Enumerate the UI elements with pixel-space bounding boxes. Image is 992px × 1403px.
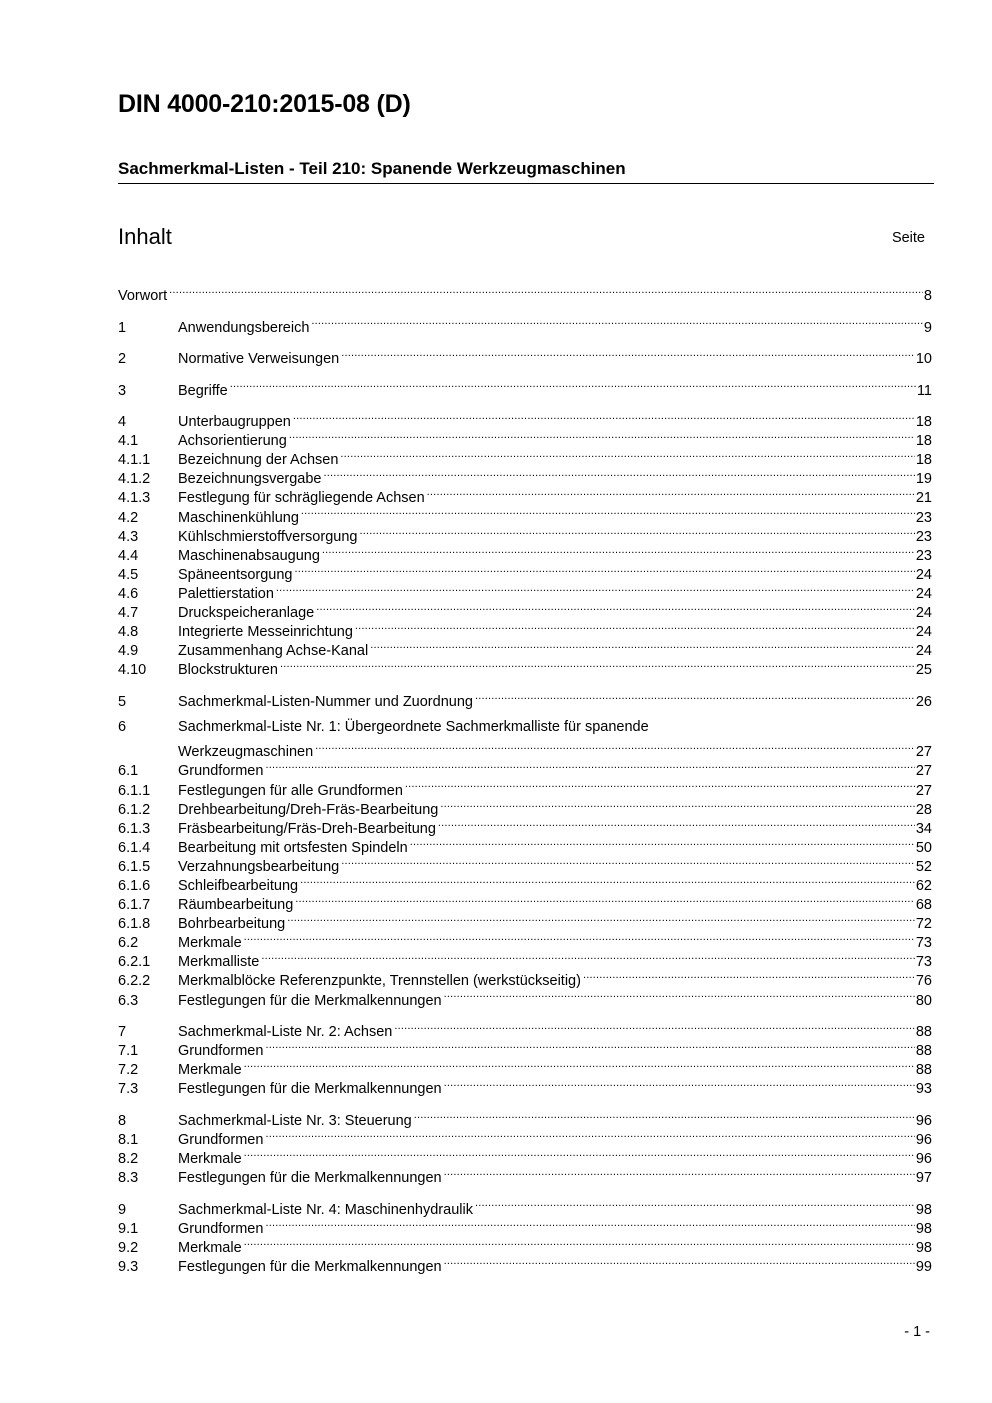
toc-entry-title: Zusammenhang Achse-Kanal <box>178 643 369 660</box>
toc-entry-number: 6.1.3 <box>118 820 151 837</box>
toc-entry-page: 88 <box>915 1062 932 1079</box>
toc-entry-number: 6.1.8 <box>118 916 151 933</box>
dot-leader <box>169 281 923 300</box>
toc-entry-page: 26 <box>915 693 932 710</box>
toc-entry-page: 98 <box>915 1239 932 1256</box>
toc-entry-title: Festlegungen für alle Grundformen <box>178 782 403 799</box>
dot-leader <box>370 636 915 655</box>
dot-leader <box>405 775 915 794</box>
document-subtitle: Sachmerkmal-Listen - Teil 210: Spanende Werkzeugmaschinen <box>118 159 626 178</box>
dot-leader <box>316 598 915 617</box>
toc-entry-number: 6.2.1 <box>118 954 151 971</box>
toc-entry-title: Merkmale <box>178 1239 242 1256</box>
dot-leader <box>324 464 915 483</box>
toc-heading: Inhalt <box>118 224 172 249</box>
dot-leader <box>322 541 915 560</box>
toc-section-group <box>118 718 932 1009</box>
toc-section-group <box>118 687 932 710</box>
dot-leader <box>276 579 915 598</box>
toc-section-group <box>118 407 932 679</box>
toc-entry-title: Festlegungen für die Merkmalkennungen <box>178 1081 442 1098</box>
toc-entry-title: Drehbearbeitung/Dreh-Fräs-Bearbeitung <box>178 801 439 818</box>
toc-entry[interactable] <box>118 718 932 737</box>
toc-entry-page: 50 <box>915 839 932 856</box>
toc-entry-title: Vorwort <box>118 288 168 305</box>
toc-entry-page: 27 <box>915 744 932 761</box>
toc-entry-number: 4.9 <box>118 643 139 660</box>
toc-entry-title: Bezeichnung der Achsen <box>178 452 339 469</box>
toc-entry-page: 24 <box>915 643 932 660</box>
toc-entry-page: 9 <box>923 319 932 336</box>
toc-entry-page: 10 <box>915 351 932 368</box>
toc-section-group <box>118 312 932 336</box>
toc-entry-title: Grundformen <box>178 1220 264 1237</box>
toc-entry-number: 4.3 <box>118 528 139 545</box>
dot-leader <box>261 947 914 966</box>
toc-entry-title: Festlegungen für die Merkmalkennungen <box>178 992 442 1009</box>
header-divider <box>118 183 934 184</box>
dot-leader <box>244 1144 915 1163</box>
dot-leader <box>230 375 916 394</box>
toc-entry-page: 97 <box>915 1170 932 1187</box>
toc-entry-page: 21 <box>915 490 932 507</box>
dot-leader <box>444 985 915 1004</box>
dot-leader <box>293 407 915 426</box>
toc-entry-page: 98 <box>915 1220 932 1237</box>
toc-entry[interactable] <box>118 687 932 710</box>
toc-entry-page: 52 <box>915 858 932 875</box>
toc-entry-title: Grundformen <box>178 1131 264 1148</box>
toc-entry-page: 24 <box>915 566 932 583</box>
toc-entry-page: 72 <box>915 916 932 933</box>
toc-section-group <box>118 344 932 368</box>
toc-entry-page: 18 <box>915 452 932 469</box>
toc-entry-number: 4 <box>118 414 127 431</box>
toc-entry-title: Festlegungen für die Merkmalkennungen <box>178 1170 442 1187</box>
dot-leader <box>289 426 915 445</box>
toc-section-group <box>118 375 932 399</box>
toc-entry-number: 6.1 <box>118 763 139 780</box>
toc-entry-page: 24 <box>915 624 932 641</box>
toc-entry-page: 19 <box>915 471 932 488</box>
toc-entry-title: Druckspeicheranlage <box>178 604 315 621</box>
toc-entry-number: 6.1.4 <box>118 839 151 856</box>
toc-entry-title: Grundformen <box>178 1043 264 1060</box>
dot-leader <box>287 909 915 928</box>
toc-entry-title: Integrierte Messeinrichtung <box>178 624 353 641</box>
toc-entry[interactable] <box>118 312 932 336</box>
dot-leader <box>427 483 915 502</box>
table-of-contents <box>118 281 932 1283</box>
toc-entry-title: Sachmerkmal-Liste Nr. 1: Übergeordnete Sachmerkmalliste für spanende <box>178 719 649 736</box>
toc-entry-title: Bezeichnungsvergabe <box>178 471 322 488</box>
toc-entry-number: 7.3 <box>118 1081 139 1098</box>
dot-leader <box>341 852 915 871</box>
toc-entry-page: 24 <box>915 604 932 621</box>
dot-leader <box>414 1106 915 1125</box>
toc-entry-page: 18 <box>915 433 932 450</box>
toc-entry-page: 96 <box>915 1131 932 1148</box>
toc-entry-number: 2 <box>118 351 127 368</box>
toc-entry-number: 6 <box>118 719 127 736</box>
toc-entry-title: Maschinenkühlung <box>178 509 299 526</box>
toc-entry-page: 23 <box>915 509 932 526</box>
toc-entry-number: 6.2.2 <box>118 973 151 990</box>
dot-leader <box>295 560 915 579</box>
dot-leader <box>295 890 915 909</box>
toc-entry-page: 68 <box>915 897 932 914</box>
toc-entry-title: Normative Verweisungen <box>178 351 340 368</box>
dot-leader <box>301 502 915 521</box>
toc-entry-page: 8 <box>923 288 932 305</box>
toc-entry-page: 62 <box>915 877 932 894</box>
toc-entry-number: 8 <box>118 1112 127 1129</box>
toc-entry-number: 8.1 <box>118 1131 139 1148</box>
dot-leader <box>394 1017 914 1036</box>
toc-entry-title: Festlegung für schrägliegende Achsen <box>178 490 425 507</box>
toc-entry[interactable] <box>118 375 932 399</box>
toc-entry-number: 8.3 <box>118 1170 139 1187</box>
toc-entry-page: 73 <box>915 935 932 952</box>
toc-entry-title: Bearbeitung mit ortsfesten Spindeln <box>178 839 408 856</box>
toc-entry-page: 23 <box>915 547 932 564</box>
toc-entry-page: 88 <box>915 1024 932 1041</box>
dot-leader <box>341 344 915 363</box>
toc-page-column-label: Seite <box>891 230 925 246</box>
toc-entry-title: Maschinenabsaugung <box>178 547 320 564</box>
toc-entry[interactable] <box>118 344 932 368</box>
toc-entry-title: Anwendungsbereich <box>178 319 310 336</box>
toc-section-group <box>118 1017 932 1098</box>
toc-entry-page: 27 <box>915 763 932 780</box>
dot-leader <box>265 756 914 775</box>
toc-entry-title: Sachmerkmal-Liste Nr. 4: Maschinenhydraulik <box>178 1201 473 1218</box>
toc-entry-number: 4.1.2 <box>118 471 151 488</box>
toc-entry-page: 76 <box>915 973 932 990</box>
toc-entry-number: 7.2 <box>118 1062 139 1079</box>
document-title: DIN 4000-210:2015-08 (D) <box>118 90 411 118</box>
toc-entry-title: Verzahnungsbearbeitung <box>178 858 340 875</box>
dot-leader <box>244 928 915 947</box>
toc-entry-number: 4.8 <box>118 624 139 641</box>
dot-leader <box>311 312 923 331</box>
dot-leader <box>444 1074 915 1093</box>
dot-leader <box>244 1055 915 1074</box>
dot-leader <box>475 1194 915 1213</box>
toc-entry-number: 4.5 <box>118 566 139 583</box>
toc-entry-page: 88 <box>915 1043 932 1060</box>
toc-section-group <box>118 1106 932 1187</box>
toc-entry-number: 7.1 <box>118 1043 139 1060</box>
toc-entry-title: Blockstrukturen <box>178 662 278 679</box>
toc-entry-number: 4.7 <box>118 604 139 621</box>
toc-entry-number: 6.1.6 <box>118 877 151 894</box>
dot-leader <box>355 617 915 636</box>
toc-entry-number: 4.1.1 <box>118 452 151 469</box>
toc-entry-title: Sachmerkmal-Listen-Nummer und Zuordnung <box>178 693 473 710</box>
toc-entry-page: 93 <box>915 1081 932 1098</box>
toc-entry-title: Schleifbearbeitung <box>178 877 299 894</box>
toc-entry-number: 1 <box>118 319 127 336</box>
toc-entry[interactable] <box>118 1194 932 1218</box>
dot-leader <box>359 522 914 541</box>
dot-leader <box>475 687 915 706</box>
toc-entry-title: Späneentsorgung <box>178 566 293 583</box>
toc-entry[interactable] <box>118 737 932 761</box>
toc-entry-title: Werkzeugmaschinen <box>178 744 314 761</box>
toc-entry-page: 98 <box>915 1201 932 1218</box>
toc-entry-page: 73 <box>915 954 932 971</box>
toc-entry-number: 7 <box>118 1024 127 1041</box>
dot-leader <box>340 445 914 464</box>
toc-entry-page: 18 <box>915 414 932 431</box>
toc-entry-title: Bohrbearbeitung <box>178 916 286 933</box>
page-number: - 1 - <box>904 1324 930 1340</box>
toc-entry-number: 6.2 <box>118 935 139 952</box>
toc-entry-title: Merkmale <box>178 1150 242 1167</box>
toc-entry-title: Merkmalblöcke Referenzpunkte, Trennstellen (werkstückseitig) <box>178 973 581 990</box>
toc-entry-title: Räumbearbeitung <box>178 897 294 914</box>
dot-leader <box>438 814 915 833</box>
dot-leader <box>265 1036 914 1055</box>
toc-entry-page: 96 <box>915 1150 932 1167</box>
toc-entry-page: 28 <box>915 801 932 818</box>
dot-leader <box>300 871 915 890</box>
toc-entry-title: Sachmerkmal-Liste Nr. 2: Achsen <box>178 1024 393 1041</box>
toc-entry-title: Merkmale <box>178 1062 242 1079</box>
dot-leader <box>444 1163 915 1182</box>
toc-entry-page: 99 <box>915 1258 932 1275</box>
toc-entry[interactable] <box>118 407 932 431</box>
toc-entry-title: Merkmalliste <box>178 954 260 971</box>
dot-leader <box>583 966 915 985</box>
toc-entry[interactable] <box>118 281 932 305</box>
toc-entry-page: 24 <box>915 585 932 602</box>
dot-leader <box>265 1125 914 1144</box>
toc-entry[interactable] <box>118 1106 932 1129</box>
toc-entry-number: 6.3 <box>118 992 139 1009</box>
toc-entry-number: 9.1 <box>118 1220 139 1237</box>
toc-entry-title: Begriffe <box>178 382 228 399</box>
toc-entry-number: 4.6 <box>118 585 139 602</box>
toc-entry-title: Festlegungen für die Merkmalkennungen <box>178 1258 442 1275</box>
dot-leader <box>244 1233 915 1252</box>
toc-entry-page: 80 <box>915 992 932 1009</box>
toc-entry-number: 9.2 <box>118 1239 139 1256</box>
dot-leader <box>315 737 915 756</box>
toc-entry-number: 9 <box>118 1201 127 1218</box>
dot-leader <box>410 833 915 852</box>
toc-entry-title: Unterbaugruppen <box>178 414 291 431</box>
toc-entry-number: 6.1.5 <box>118 858 151 875</box>
toc-entry-page: 34 <box>915 820 932 837</box>
toc-entry-number: 6.1.7 <box>118 897 151 914</box>
dot-leader <box>265 1214 914 1233</box>
toc-entry-number: 9.3 <box>118 1258 139 1275</box>
toc-entry-title: Grundformen <box>178 763 264 780</box>
toc-entry-number: 3 <box>118 382 127 399</box>
toc-entry-number: 6.1.2 <box>118 801 151 818</box>
toc-entry-number: 4.4 <box>118 547 139 564</box>
toc-entry-page: 23 <box>915 528 932 545</box>
toc-entry-title: Merkmale <box>178 935 242 952</box>
dot-leader <box>280 655 915 674</box>
toc-entry-number: 4.2 <box>118 509 139 526</box>
toc-entry-number: 4.10 <box>118 662 147 679</box>
toc-entry-title: Sachmerkmal-Liste Nr. 3: Steuerung <box>178 1112 412 1129</box>
toc-section-group <box>118 281 932 305</box>
toc-entry[interactable] <box>118 1017 932 1041</box>
toc-entry-number: 4.1 <box>118 433 139 450</box>
toc-entry-page: 11 <box>916 382 932 399</box>
toc-entry-number: 6.1.1 <box>118 782 151 799</box>
toc-entry-number: 5 <box>118 693 127 710</box>
toc-entry-page: 96 <box>915 1112 932 1129</box>
toc-entry-title: Fräsbearbeitung/Fräs-Dreh-Bearbeitung <box>178 820 436 837</box>
toc-entry-title: Kühlschmierstoffversorgung <box>178 528 358 545</box>
dot-leader <box>444 1252 915 1271</box>
toc-entry-page: 25 <box>915 662 932 679</box>
toc-section-group <box>118 1194 932 1275</box>
dot-leader <box>440 795 915 814</box>
toc-entry-title: Palettierstation <box>178 585 274 602</box>
toc-entry-title: Achsorientierung <box>178 433 287 450</box>
toc-entry-page: 27 <box>915 782 932 799</box>
toc-entry-number: 8.2 <box>118 1150 139 1167</box>
toc-entry-number: 4.1.3 <box>118 490 151 507</box>
